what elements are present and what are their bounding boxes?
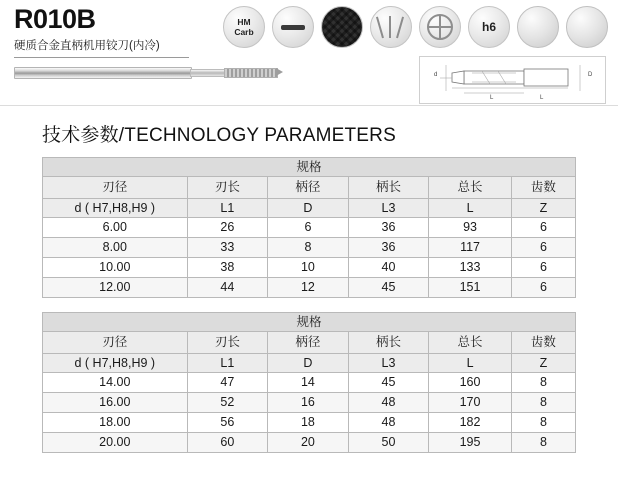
cell: 133 [429,258,512,278]
cell: 8 [511,413,575,433]
table-header-row [43,177,576,199]
dim-label-D: D [588,72,593,78]
table2-symbol-l: L [429,354,512,373]
cell: 6 [511,218,575,238]
cell: 48 [348,393,429,413]
table1-header-d: 刃径 [43,177,188,199]
cell: 14 [268,373,349,393]
table2-header-l3: 柄长 [348,332,429,354]
model-code: R010B [14,4,96,34]
tool-illustration [14,62,284,82]
table-symbol-row [43,354,576,373]
section-title: 技术参数/TECHNOLOGY PARAMETERS [42,125,396,146]
cell: 47 [187,373,268,393]
spec-table-2 [42,312,576,453]
cell: 6 [511,258,575,278]
cell: 44 [187,278,268,298]
cross-section-icon [419,6,461,48]
table2-header-d: 刃径 [43,332,188,354]
table2-symbol-l3: L3 [348,354,429,373]
table2-symbol-d: d ( H7,H8,H9 ) [43,354,188,373]
cell: 151 [429,278,512,298]
cell: 8 [511,433,575,453]
tolerance-h6-label: h6 [481,20,496,34]
table1-symbol-d: d ( H7,H8,H9 ) [43,199,188,218]
cell: 10 [268,258,349,278]
table-row [43,278,576,298]
tolerance-h6-icon [468,6,510,48]
cell: 8 [268,238,349,258]
table1-symbol-l: L [429,199,512,218]
table-row [43,433,576,453]
blank-circle-icon-1 [517,6,559,48]
tool-neck-shape [190,69,226,77]
blank-circle-icon-2 [566,6,608,48]
table1-header-z: 齿数 [511,177,575,199]
tool-tip-shape [276,68,283,76]
table-row [43,238,576,258]
cell: 6 [511,238,575,258]
cell: 170 [429,393,512,413]
table2-header-dd: 柄径 [268,332,349,354]
feature-icon-strip [223,6,608,48]
cell: 38 [187,258,268,278]
table1-header-l: 总长 [429,177,512,199]
cell: 182 [429,413,512,433]
carbon-fiber-icon [321,6,363,48]
coating-bar-shape [281,25,305,30]
cell: 16.00 [43,393,188,413]
tool-shank-shape [14,67,192,79]
tool-flute-shape [224,68,278,78]
table-group-row [43,313,576,332]
carbon-fiber-pattern [322,7,362,47]
cell: 18 [268,413,349,433]
cell: 6.00 [43,218,188,238]
cell: 195 [429,433,512,453]
table1-symbol-z: Z [511,199,575,218]
hm-carb-icon [223,6,265,48]
spec-table-1 [42,157,576,298]
table-row [43,373,576,393]
flute-profile-shape [378,14,404,40]
table2-header-l1: 刃长 [187,332,268,354]
dim-label-L1: L [490,95,494,101]
cell: 14.00 [43,373,188,393]
cell: 8.00 [43,238,188,258]
table2-symbol-dd: D [268,354,349,373]
dimension-drawing [419,56,606,104]
cell: 26 [187,218,268,238]
table2-group-header: 规格 [43,313,576,332]
model-description: 硬质合金直柄机用铰刀(内冷) [14,40,160,52]
cell: 20.00 [43,433,188,453]
cell: 50 [348,433,429,453]
table-row [43,393,576,413]
cell: 10.00 [43,258,188,278]
table-header-row [43,332,576,354]
table1-header-dd: 柄径 [268,177,349,199]
cell: 18.00 [43,413,188,433]
page-header [0,0,618,106]
table1-symbol-l3: L3 [348,199,429,218]
cell: 93 [429,218,512,238]
cell: 12.00 [43,278,188,298]
cell: 33 [187,238,268,258]
dimension-drawing-svg [420,57,603,101]
title-divider [14,57,189,58]
cell: 16 [268,393,349,413]
table2-symbol-z: Z [511,354,575,373]
cell: 20 [268,433,349,453]
cell: 160 [429,373,512,393]
table1-header-l3: 柄长 [348,177,429,199]
cell: 40 [348,258,429,278]
table1-symbol-dd: D [268,199,349,218]
cell: 48 [348,413,429,433]
cell: 45 [348,373,429,393]
coating-bar-icon [272,6,314,48]
cell: 117 [429,238,512,258]
dim-label-L: L [540,95,544,101]
table2-header-l: 总长 [429,332,512,354]
cell: 52 [187,393,268,413]
table-row [43,413,576,433]
cell: 8 [511,393,575,413]
cell: 6 [268,218,349,238]
table2-symbol-l1: L1 [187,354,268,373]
table1-symbol-l1: L1 [187,199,268,218]
cell: 8 [511,373,575,393]
table-symbol-row [43,199,576,218]
cell: 60 [187,433,268,453]
table-row [43,218,576,238]
cell: 45 [348,278,429,298]
table-row [43,258,576,278]
cell: 36 [348,218,429,238]
cell: 56 [187,413,268,433]
table1-group-header: 规格 [43,158,576,177]
cross-section-shape [427,14,453,40]
table-group-row [43,158,576,177]
flute-profile-icon [370,6,412,48]
dim-label-d: d [434,72,438,78]
cell: 12 [268,278,349,298]
table1-header-l1: 刃长 [187,177,268,199]
hm-carb-line2: Carb [234,27,254,37]
cell: 36 [348,238,429,258]
table2-header-z: 齿数 [511,332,575,354]
hm-carb-line1: HM [237,17,251,27]
cell: 6 [511,278,575,298]
